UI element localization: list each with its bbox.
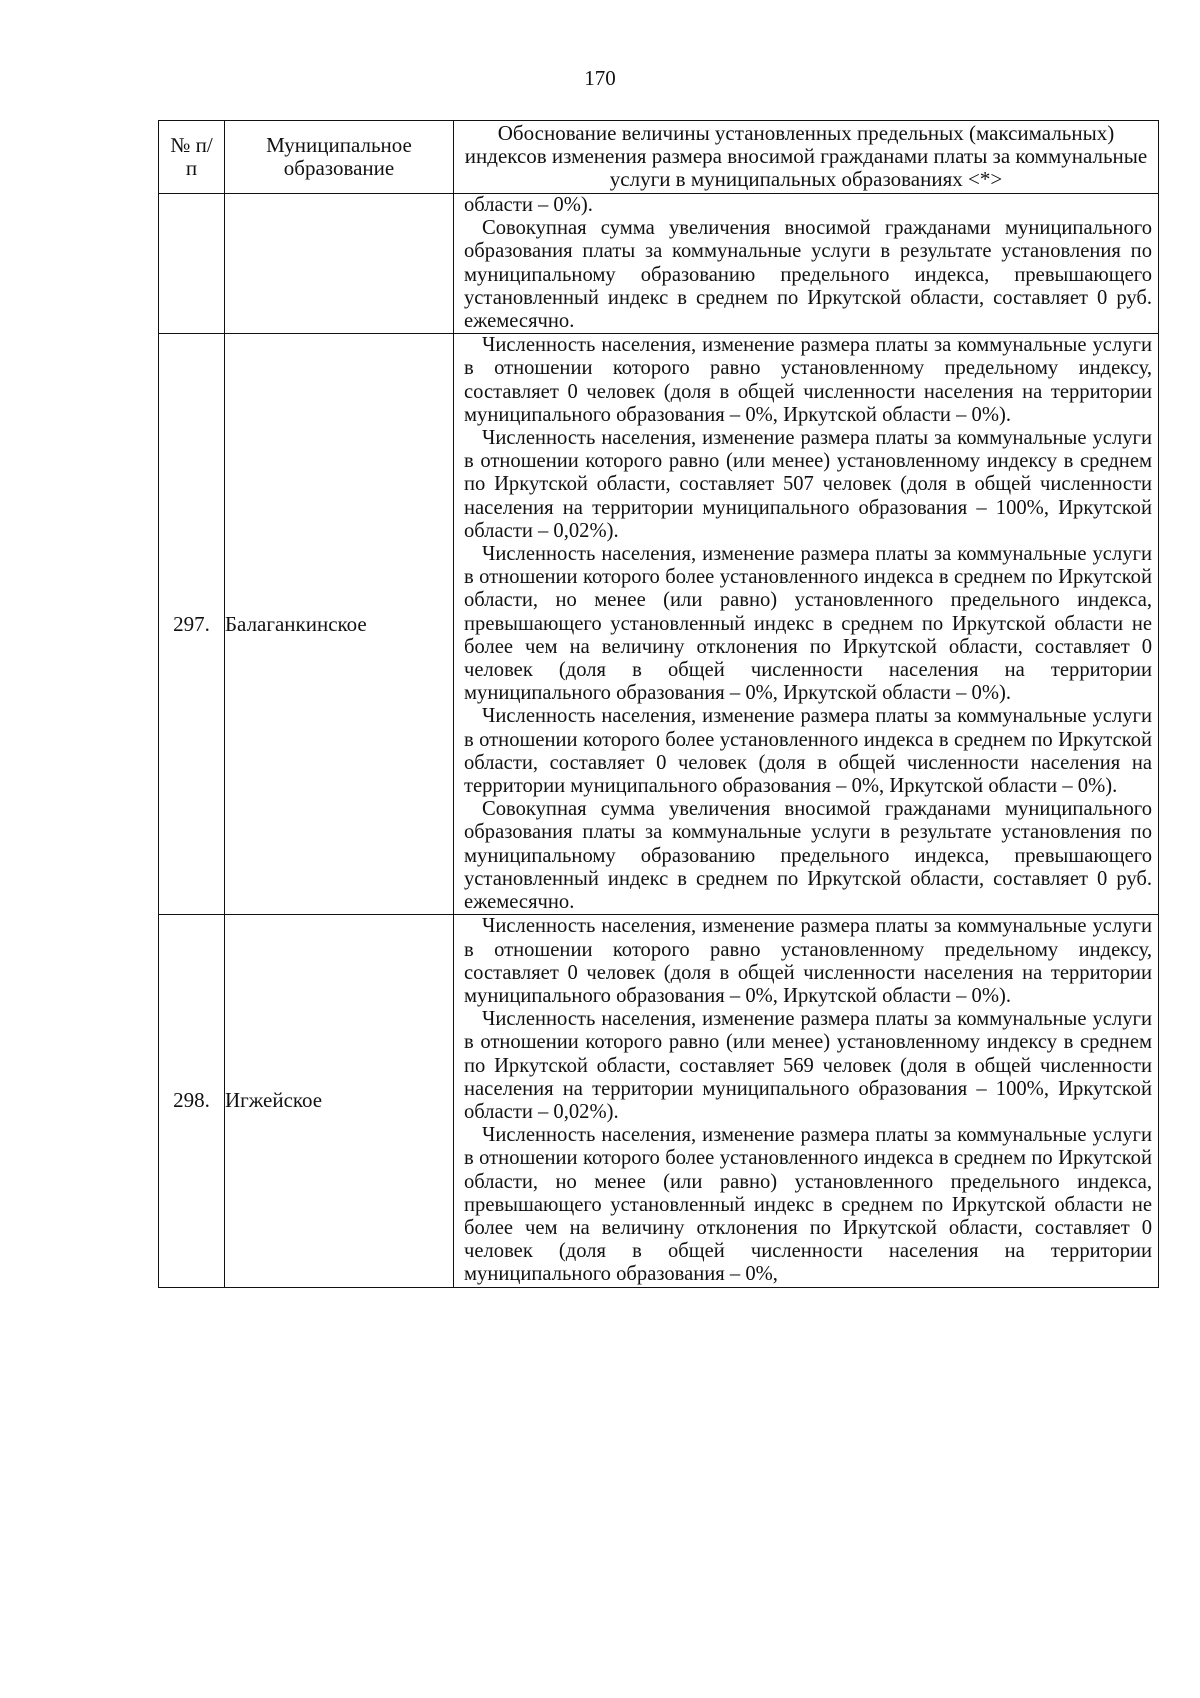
row-num: 298.	[159, 915, 225, 1287]
row-num: 297.	[159, 334, 225, 915]
row-num	[159, 194, 225, 334]
header-num: № п/п	[159, 121, 225, 194]
row-justification	[454, 334, 1159, 915]
row-municipality	[225, 194, 454, 334]
row-justification	[454, 194, 1159, 334]
justification-paragraph: области – 0%).	[464, 194, 593, 216]
row-municipality: Балаганкинское	[225, 334, 454, 915]
justification-paragraph: Численность населения, изменение размера платы за коммунальные услуги в отношении которого равно (или менее) установленному индексу в среднем по Иркутской области, составляет 569 человек (доля в общей численности населения на территории муниципального образования – 100%, Иркутской области – 0,02%).	[464, 1008, 1152, 1123]
row-justification	[454, 915, 1159, 1287]
justification-paragraph: Совокупная сумма увеличения вносимой гражданами муниципального образования платы за коммунальные услуги в результате установления по муниципальному образованию предельного индекса, превышающего установленный индекс в среднем по Иркутской области, составляет 0 руб. ежемесячно.	[464, 798, 1152, 914]
table-row	[159, 334, 1159, 915]
header-municipality: Муниципальное образование	[225, 121, 454, 194]
justification-paragraph: Численность населения, изменение размера платы за коммунальные услуги в отношении которого более установленного индекса в среднем по Иркутской области, составляет 0 человек (доля в общей численности населения на территории муниципального образования – 0%, Иркутской области – 0%).	[464, 705, 1152, 798]
justification-paragraph: Численность населения, изменение размера платы за коммунальные услуги в отношении которого более установленного индекса в среднем по Иркутской области, но менее (или равно) установленного предельного индекса, превышающего установленный индекс в среднем по Иркутской области не более чем на величину отклонения по Иркутской области, составляет 0 человек (доля в общей численности населения на территории муниципального образования – 0%, Иркутской области – 0%).	[464, 543, 1152, 705]
justification-paragraph: Численность населения, изменение размера платы за коммунальные услуги в отношении которого равно (или менее) установленному индексу в среднем по Иркутской области, составляет 507 человек (доля в общей численности населения на территории муниципального образования – 100%, Иркутской области – 0,02%).	[464, 427, 1152, 542]
justification-paragraph: Численность населения, изменение размера платы за коммунальные услуги в отношении которого равно установленному предельному индексу, составляет 0 человек (доля в общей численности населения на территории муниципального образования – 0%, Иркутской области – 0%).	[464, 334, 1152, 426]
row-municipality: Игжейское	[225, 915, 454, 1287]
table-row	[159, 194, 1159, 334]
justification-paragraph: Численность населения, изменение размера платы за коммунальные услуги в отношении которого равно установленному предельному индексу, составляет 0 человек (доля в общей численности населения на территории муниципального образования – 0%, Иркутской области – 0%).	[464, 915, 1152, 1007]
page-number: 170	[584, 66, 616, 90]
table-row	[159, 915, 1159, 1287]
justification-paragraph: Совокупная сумма увеличения вносимой гражданами муниципального образования платы за коммунальные услуги в результате установления по муниципальному образованию предельного индекса, превышающего установленный индекс в среднем по Иркутской области, составляет 0 руб. ежемесячно.	[464, 217, 1152, 333]
municipal-index-table	[158, 120, 1159, 1288]
justification-paragraph: Численность населения, изменение размера платы за коммунальные услуги в отношении которого более установленного индекса в среднем по Иркутской области, но менее (или равно) установленного предельного индекса, превышающего установленный индекс в среднем по Иркутской области не более чем на величину отклонения по Иркутской области, составляет 0 человек (доля в общей численности населения на территории муниципального образования – 0%,	[464, 1124, 1152, 1286]
header-justification: Обоснование величины установленных предельных (максимальных) индексов изменения размера вносимой гражданами платы за коммунальные услуги в муниципальных образованиях <*>	[454, 121, 1159, 194]
table-header-row	[159, 121, 1159, 194]
